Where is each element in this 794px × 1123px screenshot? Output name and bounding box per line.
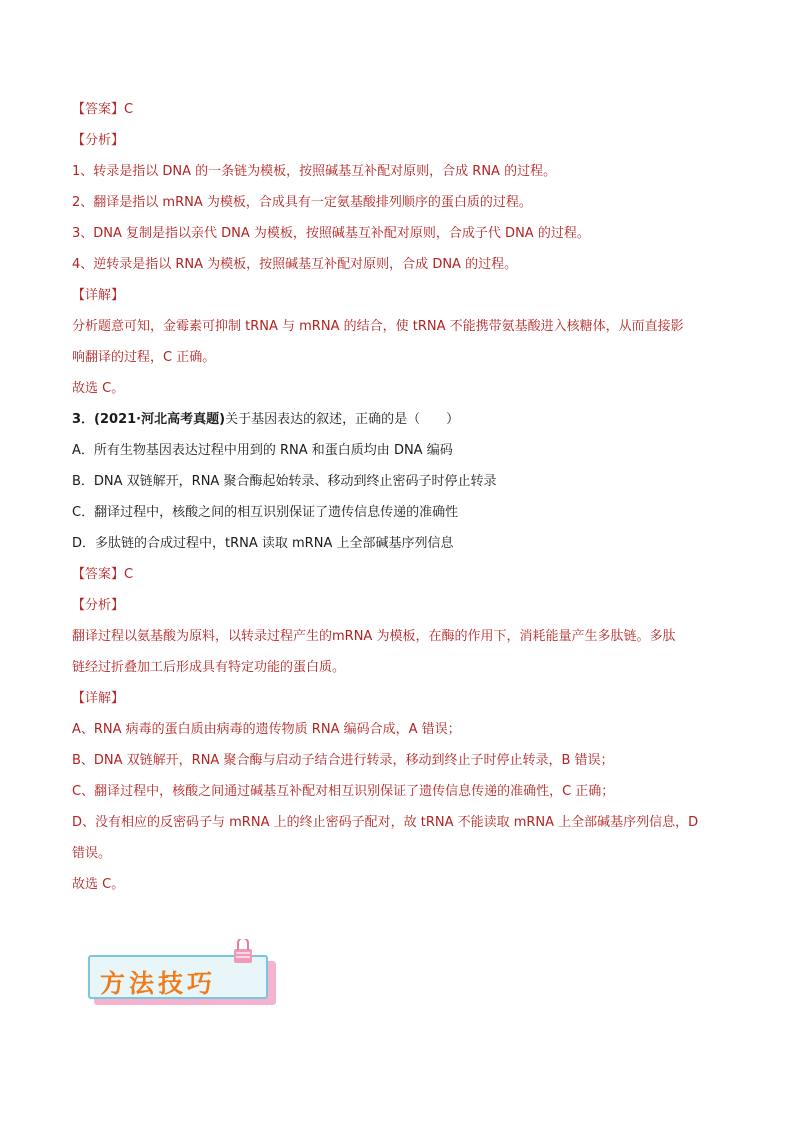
answer-label: 【答案】: [72, 567, 125, 582]
question-stem: 关于基因表达的叙述，正确的是（ ）: [225, 412, 460, 427]
detail-line: 故选 C。: [72, 381, 125, 396]
badge-title: 方法技巧: [100, 969, 217, 998]
detail-line: 分析题意可知，金霉素可抑制 tRNA 与 mRNA 的结合，使 tRNA 不能携带氨基酸进入核糖体，从而直接影: [72, 319, 684, 334]
option-c: C．翻译过程中，核酸之间的相互识别保证了遗传信息传递的准确性: [72, 505, 459, 520]
answer-line: [72, 101, 133, 119]
analysis-line: 链经过折叠加工后形成具有特定功能的蛋白质。: [72, 660, 346, 675]
analysis-point: 1、转录是指以 DNA 的一条链为模板，按照碱基互补配对原则，合成 RNA 的过程。: [72, 164, 557, 179]
detail-label: 【详解】: [72, 691, 125, 706]
detail-label: 【详解】: [72, 288, 125, 303]
analysis-label: 【分析】: [72, 598, 125, 613]
detail-line: C、翻译过程中，核酸之间通过碱基互补配对相互识别保证了遗传信息传递的准确性，C 正确；: [72, 784, 615, 799]
answer-label: 【答案】: [72, 102, 125, 117]
detail-line: 错误。: [72, 846, 112, 861]
binder-clip-icon: [232, 939, 254, 965]
analysis-line: 翻译过程以氨基酸为原料，以转录过程产生的mRNA 为模板，在酶的作用下，消耗能量产生多肽链。多肽: [72, 629, 676, 644]
question-stem-line: [72, 411, 459, 429]
analysis-point: 3、DNA 复制是指以亲代 DNA 为模板，按照碱基互补配对原则，合成子代 DNA 的过程。: [72, 226, 590, 241]
analysis-label: 【分析】: [72, 133, 125, 148]
detail-line: B、DNA 双链解开，RNA 聚合酶与启动子结合进行转录，移动到终止子时停止转录，B 错误；: [72, 753, 614, 768]
detail-line: D、没有相应的反密码子与 mRNA 上的终止密码子配对，故 tRNA 不能读取 mRNA 上全部碱基序列信息，D: [72, 815, 699, 830]
analysis-point: 4、逆转录是指以 RNA 为模板，按照碱基互补配对原则，合成 DNA 的过程。: [72, 257, 518, 272]
answer-line: [72, 566, 133, 584]
detail-line: 响翻译的过程，C 正确。: [72, 350, 216, 365]
option-d: D．多肽链的合成过程中，tRNA 读取 mRNA 上全部碱基序列信息: [72, 536, 454, 551]
option-a: A．所有生物基因表达过程中用到的 RNA 和蛋白质均由 DNA 编码: [72, 443, 453, 458]
option-b: B．DNA 双链解开，RNA 聚合酶起始转录、移动到终止密码子时停止转录: [72, 474, 497, 489]
detail-line: 故选 C。: [72, 877, 125, 892]
method-tips-badge: [88, 955, 278, 1007]
analysis-point: 2、翻译是指以 mRNA 为模板，合成具有一定氨基酸排列顺序的蛋白质的过程。: [72, 195, 532, 210]
detail-line: A、RNA 病毒的蛋白质由病毒的遗传物质 RNA 编码合成，A 错误；: [72, 722, 461, 737]
question-source: 3．(2021·河北高考真题): [72, 412, 226, 427]
answer-value: C: [124, 102, 134, 117]
answer-value: C: [124, 567, 134, 582]
